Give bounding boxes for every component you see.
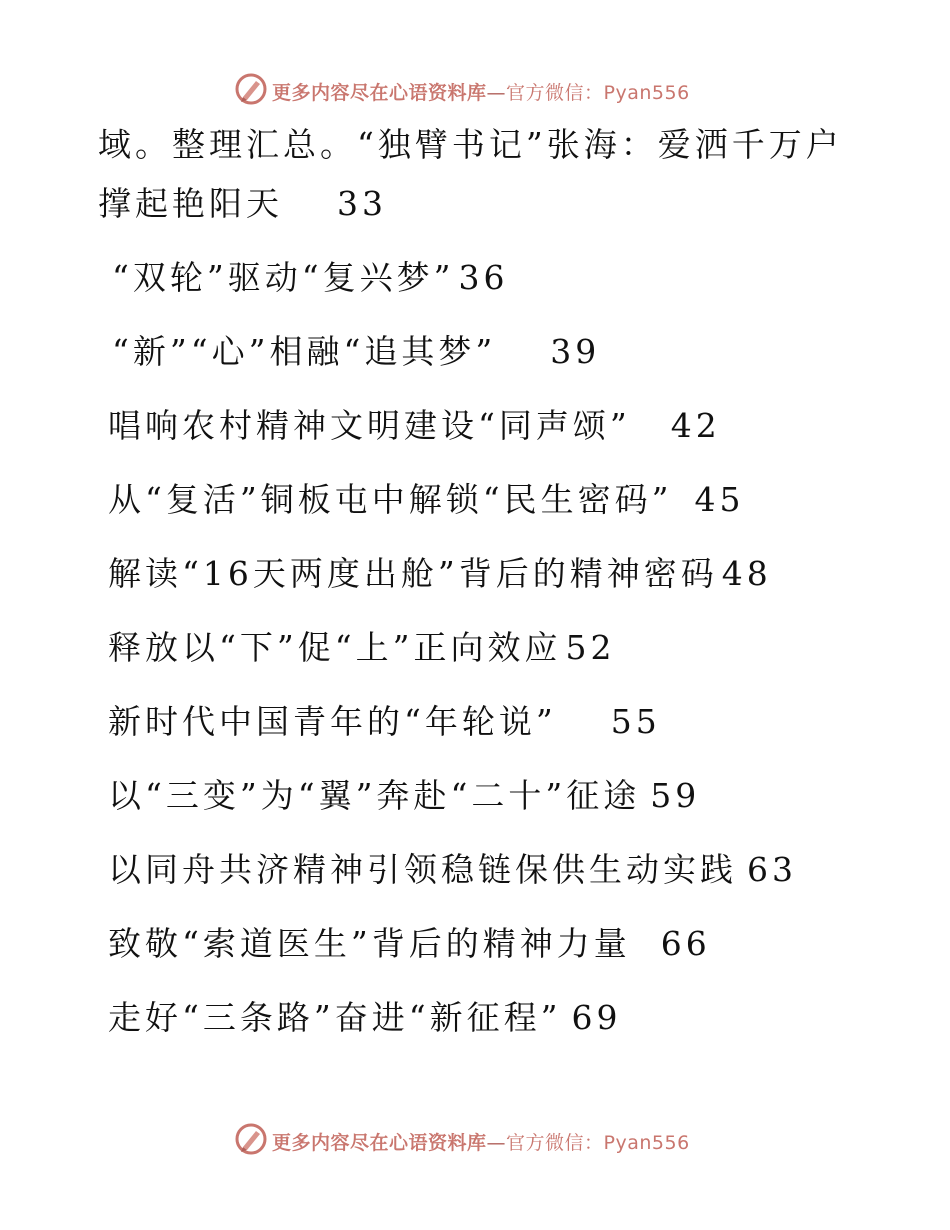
toc-page-number: 48 bbox=[721, 554, 772, 593]
banner-separator: — bbox=[486, 1132, 507, 1154]
toc-entry-title: “双轮”驱动“复兴梦” bbox=[112, 258, 455, 297]
toc-page-number: 39 bbox=[550, 332, 601, 371]
toc-entry-title: 解读“16天两度出舱”背后的精神密码 bbox=[108, 554, 718, 593]
toc-entry bbox=[108, 628, 615, 668]
pen-logo-icon bbox=[234, 1122, 268, 1156]
toc-entry bbox=[108, 924, 711, 964]
toc-entry-title: “新”“心”相融“追其梦” bbox=[112, 332, 497, 371]
toc-page-number: 45 bbox=[694, 480, 745, 519]
footer-banner bbox=[0, 1120, 950, 1160]
toc-page-number: 36 bbox=[458, 258, 509, 297]
toc-continued-title-2: 撑起艳阳天 bbox=[98, 184, 283, 223]
header-banner bbox=[0, 70, 950, 110]
toc-continued-title-1: 域。整理汇总。“独臂书记”张海：爱洒千万户 bbox=[98, 125, 843, 164]
banner-main-text: 更多内容尽在心语资料库 bbox=[272, 1132, 487, 1154]
banner-main-text: 更多内容尽在心语资料库 bbox=[272, 82, 487, 104]
banner-text bbox=[272, 78, 690, 105]
toc-page-number: 69 bbox=[571, 998, 622, 1037]
toc-continued-line-2 bbox=[98, 184, 387, 224]
toc-entry-title: 从“复活”铜板屯中解锁“民生密码” bbox=[108, 480, 673, 519]
toc-entry-title: 唱响农村精神文明建设“同声颂” bbox=[108, 406, 631, 445]
toc-entry-title: 新时代中国青年的“年轮说” bbox=[108, 702, 557, 741]
toc-entry bbox=[112, 332, 600, 372]
toc-entry bbox=[108, 406, 721, 446]
banner-text bbox=[272, 1128, 690, 1155]
toc-page-number: 33 bbox=[337, 184, 387, 223]
toc-entry bbox=[108, 998, 621, 1038]
toc-entry-title: 释放以“下”促“上”正向效应 bbox=[108, 628, 562, 667]
toc-page-number: 59 bbox=[650, 776, 701, 815]
banner-account-text: 官方微信：Pyan556 bbox=[506, 1132, 690, 1154]
toc-page-number: 42 bbox=[670, 406, 721, 445]
toc-entry bbox=[108, 776, 700, 816]
banner-account-text: 官方微信：Pyan556 bbox=[506, 82, 690, 104]
toc-entry bbox=[112, 258, 508, 298]
toc-entry-title: 以同舟共济精神引领稳链保供生动实践 bbox=[108, 850, 737, 889]
toc-entry bbox=[108, 554, 772, 594]
toc-page-number: 63 bbox=[747, 850, 797, 889]
toc-entry-title: 致敬“索道医生”背后的精神力量 bbox=[108, 924, 631, 963]
toc-page-number: 55 bbox=[610, 702, 661, 741]
toc-entry-title: 走好“三条路”奋进“新征程” bbox=[108, 998, 562, 1037]
toc-entry-title: 以“三变”为“翼”奔赴“二十”征途 bbox=[108, 776, 641, 815]
toc-page-number: 66 bbox=[660, 924, 711, 963]
toc-entry bbox=[108, 480, 744, 520]
toc-page-number: 52 bbox=[565, 628, 616, 667]
pen-logo-icon bbox=[234, 72, 268, 106]
toc-entry bbox=[108, 850, 797, 890]
banner-separator: — bbox=[486, 82, 507, 104]
toc-entry bbox=[108, 702, 661, 742]
toc-continued-line-1 bbox=[98, 125, 843, 165]
